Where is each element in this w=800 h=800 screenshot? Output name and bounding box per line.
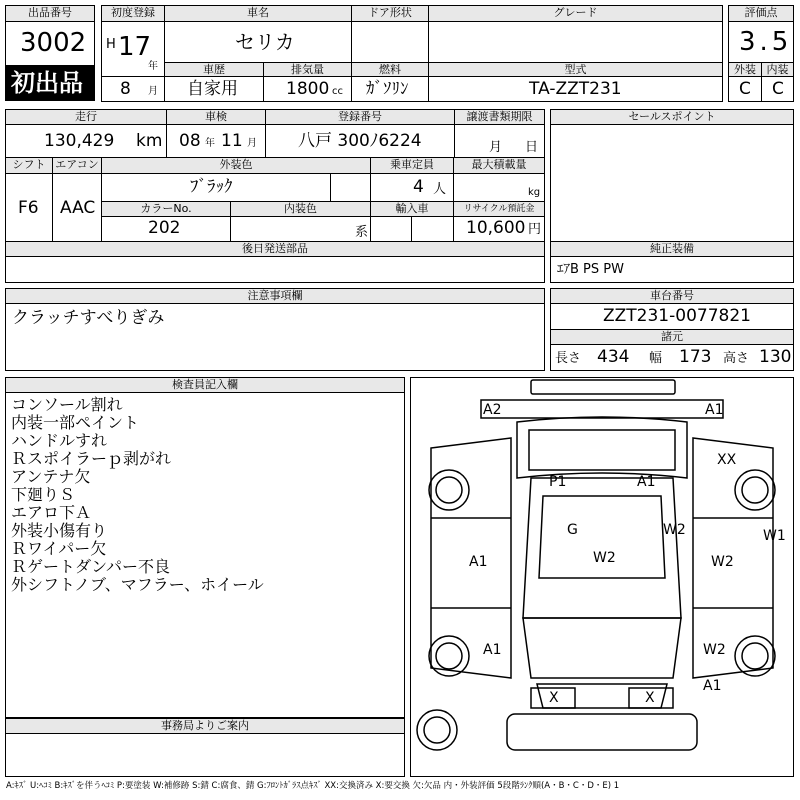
door-cell — [351, 21, 429, 63]
fuel-cell — [351, 76, 429, 102]
ext-color-extra — [330, 173, 371, 202]
car-name: セリカ — [235, 30, 295, 54]
fuel-label: 燃料 — [351, 62, 429, 77]
shift-label: シフト — [5, 157, 53, 174]
caution-label: 注意事項欄 — [5, 288, 545, 304]
recycle-label: リサイクル預託金 — [453, 201, 545, 217]
ac: AAC — [60, 198, 96, 218]
ext-color-cell — [101, 173, 331, 202]
length: 434 — [597, 347, 630, 367]
first-reg-year-cell — [101, 21, 165, 77]
color-no-cell — [101, 216, 231, 242]
office-label: 事務局よりご案内 — [5, 718, 405, 734]
displacement-cell — [263, 76, 352, 102]
ext-color-label: 外装色 — [101, 157, 371, 174]
genuine-label: 純正装備 — [550, 241, 794, 257]
grade-cell — [428, 21, 723, 63]
office-cell — [5, 733, 405, 777]
chassis-cell — [550, 303, 794, 330]
transfer-day: 日 — [525, 140, 539, 155]
damage-mark: A1 — [637, 474, 656, 490]
length-label: 長さ — [555, 351, 582, 366]
lot-number: 3002 — [20, 28, 87, 58]
capacity-unit: 人 — [433, 182, 447, 197]
int-color-unit: 系 — [355, 225, 369, 240]
score-cell — [728, 21, 794, 63]
reg-no: 八戸 300ﾉ6224 — [298, 131, 422, 151]
fuel: ｶﾞｿﾘﾝ — [366, 79, 409, 99]
first-listing-text: 初出品 — [11, 69, 83, 97]
inspection-month: 11 — [221, 131, 243, 151]
exterior-grade-label: 外装 — [728, 62, 762, 77]
color-no-label: カラーNo. — [101, 201, 231, 217]
chassis: ZZT231-0077821 — [603, 306, 751, 326]
shift-cell — [5, 173, 53, 242]
inspector-line: 外シフトノブ、マフラー、ホイール — [11, 575, 264, 594]
inspection-label: 車検 — [166, 109, 266, 125]
width: 173 — [679, 347, 712, 367]
inspector-cell — [5, 392, 405, 718]
dims-label: 諸元 — [550, 329, 794, 345]
damage-mark: X — [645, 690, 655, 706]
import-cell-b — [411, 216, 454, 242]
transfer-month: 月 — [489, 140, 503, 155]
capacity-cell — [370, 173, 454, 202]
transfer-cell — [454, 124, 545, 158]
damage-mark: P1 — [549, 474, 567, 490]
damage-mark: W2 — [663, 522, 686, 538]
interior-grade-label: 内装 — [761, 62, 794, 77]
displacement: 1800 — [286, 79, 330, 99]
mileage-label: 走行 — [5, 109, 167, 125]
score-label: 評価点 — [728, 5, 794, 22]
recycle: 10,600 — [466, 218, 526, 238]
legend: A:ｷｽﾞ U:ﾍｺﾐ B:ｷｽﾞを伴うﾍｺﾐ P:要塗装 W:補修跡 S:錆 C:腐食、錆 G:ﾌﾛﾝﾄｶﾞﾗｽ点ｷｽﾞ XX:交換済み X:要交換 欠:欠品 内・外装評価 5段階ﾗﾝｸ順(A・B・C・D・E) 1 — [6, 781, 620, 791]
genuine-cell — [550, 256, 794, 283]
first-reg-month-cell — [101, 76, 165, 102]
inspector-label: 検査員記入欄 — [5, 377, 405, 393]
first-reg-year: 17 — [118, 32, 152, 62]
inspection-cell — [166, 124, 266, 158]
inspector-line: エアロ下Ａ — [11, 503, 92, 522]
later-parts-cell — [5, 256, 545, 283]
damage-mark: W1 — [763, 528, 786, 544]
mileage: 130,429 — [44, 131, 115, 151]
ac-cell — [52, 173, 102, 242]
model-cell — [428, 76, 723, 102]
caution: クラッチすべりぎみ — [12, 308, 165, 328]
damage-mark: A1 — [469, 554, 488, 570]
reg-no-label: 登録番号 — [265, 109, 455, 125]
damage-mark: XX — [717, 452, 737, 468]
lot-number-cell — [5, 21, 95, 66]
displacement-unit: cc — [332, 86, 343, 97]
max-load-unit: kg — [528, 187, 541, 198]
history-cell — [164, 76, 264, 102]
ext-color: ﾌﾞﾗｯｸ — [190, 177, 233, 197]
inspection-year: 08 — [179, 131, 201, 151]
model-label: 型式 — [428, 62, 723, 77]
score: 3.5 — [739, 27, 793, 57]
damage-mark: W2 — [703, 642, 726, 658]
inspection-year-unit: 年 — [205, 138, 215, 149]
interior-grade-cell — [761, 76, 794, 102]
displacement-label: 排気量 — [263, 62, 352, 77]
inspector-line: Ｒワイパー欠 — [11, 539, 107, 558]
ac-label: エアコン — [52, 157, 102, 174]
history-label: 車歴 — [164, 62, 264, 77]
transfer-label: 譲渡書類期限 — [454, 109, 545, 125]
width-label: 幅 — [649, 351, 663, 366]
damage-mark: A1 — [705, 402, 724, 418]
door-label: ドア形状 — [351, 5, 429, 22]
inspector-line: Ｒゲートダンパー不良 — [11, 557, 171, 576]
damage-mark: A2 — [483, 402, 502, 418]
year-unit: 年 — [148, 61, 158, 72]
damage-mark: W2 — [711, 554, 734, 570]
first-listing-badge — [5, 65, 95, 101]
inspector-line: ハンドルすれ — [11, 431, 108, 450]
grade-label: グレード — [428, 5, 723, 22]
car-name-cell — [164, 21, 352, 63]
max-load-cell — [453, 173, 545, 202]
dims-cell — [550, 344, 794, 371]
later-parts-label: 後日発送部品 — [5, 241, 545, 257]
inspector-line: アンテナ欠 — [11, 467, 91, 486]
genuine: ｴｱB PS PW — [557, 262, 624, 277]
model: TA-ZZT231 — [529, 79, 622, 99]
int-color-cell — [230, 216, 371, 242]
max-load-label: 最大積載量 — [453, 157, 545, 174]
height-label: 高さ — [723, 351, 750, 366]
damage-mark: W2 — [593, 550, 616, 566]
inspector-line: コンソール割れ — [11, 395, 123, 414]
car-diagram-svg — [411, 378, 793, 776]
era: H — [106, 37, 116, 52]
first-reg-month: 8 — [120, 79, 131, 99]
exterior-grade-cell — [728, 76, 762, 102]
chassis-label: 車台番号 — [550, 288, 794, 304]
color-no: 202 — [148, 218, 181, 238]
height: 130 — [759, 347, 792, 367]
recycle-cell — [453, 216, 545, 242]
history: 自家用 — [187, 79, 238, 99]
import-cell-a — [370, 216, 412, 242]
month-unit: 月 — [148, 86, 158, 97]
lot-label: 出品番号 — [5, 5, 95, 22]
int-color-label: 内装色 — [230, 201, 371, 217]
damage-mark: G — [567, 522, 578, 538]
inspector-line: 内装一部ペイント — [11, 413, 140, 432]
car-name-label: 車名 — [164, 5, 352, 22]
sales-point-label: セールスポイント — [550, 109, 794, 125]
capacity-label: 乗車定員 — [370, 157, 454, 174]
inspector-line: 外装小傷有り — [11, 521, 108, 540]
damage-mark: X — [549, 690, 559, 706]
shift: F6 — [18, 198, 39, 218]
exterior-grade: C — [739, 79, 751, 99]
interior-grade: C — [772, 79, 784, 99]
sales-point-cell — [550, 124, 794, 242]
caution-cell — [5, 303, 545, 371]
recycle-unit: 円 — [528, 222, 542, 237]
capacity: 4 — [413, 177, 424, 197]
inspection-month-unit: 月 — [247, 138, 257, 149]
damage-mark: A1 — [483, 642, 502, 658]
mileage-cell — [5, 124, 167, 158]
mileage-unit: km — [136, 131, 163, 151]
damage-diagram — [410, 377, 794, 777]
inspector-line: 下廻りＳ — [11, 485, 76, 504]
first-reg-label: 初度登録 — [101, 5, 165, 22]
damage-mark: A1 — [703, 678, 722, 694]
reg-no-cell — [265, 124, 455, 158]
inspector-line: Ｒスポイラーｐ剥がれ — [11, 449, 172, 468]
import-label: 輸入車 — [370, 201, 454, 217]
